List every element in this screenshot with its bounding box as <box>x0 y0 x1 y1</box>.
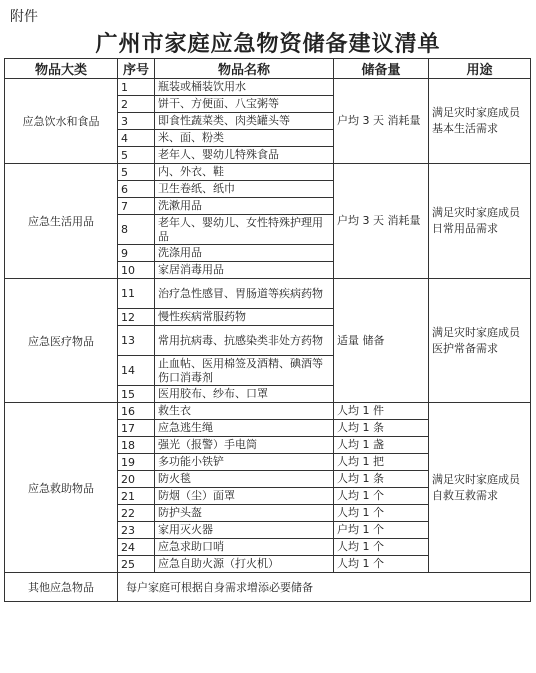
category-cell: 应急饮水和食品 <box>5 79 118 164</box>
item-no: 24 <box>118 539 155 556</box>
use-cell: 满足灾时家庭成员医护常备需求 <box>429 279 531 403</box>
use-cell: 满足灾时家庭成员日常用品需求 <box>429 164 531 279</box>
storage-cell: 人均 1 盏 <box>334 437 429 454</box>
item-name: 饼干、方便面、八宝粥等 <box>155 96 334 113</box>
storage-cell: 人均 1 个 <box>334 505 429 522</box>
item-no: 14 <box>118 356 155 386</box>
item-name: 应急求助口哨 <box>155 539 334 556</box>
storage-cell: 适量 储备 <box>334 279 429 403</box>
storage-cell: 人均 1 条 <box>334 420 429 437</box>
item-name: 即食性蔬菜类、肉类罐头等 <box>155 113 334 130</box>
item-name: 家用灭火器 <box>155 522 334 539</box>
item-name: 防烟（尘）面罩 <box>155 488 334 505</box>
item-name: 救生衣 <box>155 403 334 420</box>
item-name: 卫生卷纸、纸巾 <box>155 181 334 198</box>
storage-cell: 人均 1 条 <box>334 471 429 488</box>
item-name: 家居消毒用品 <box>155 262 334 279</box>
table-row <box>5 79 531 96</box>
item-no: 8 <box>118 215 155 245</box>
item-no: 2 <box>118 96 155 113</box>
item-no: 23 <box>118 522 155 539</box>
item-name: 止血帖、医用棉签及酒精、碘酒等伤口消毒剂 <box>155 356 334 386</box>
item-name: 瓶装或桶装饮用水 <box>155 79 334 96</box>
item-name: 应急逃生绳 <box>155 420 334 437</box>
table-row <box>5 164 531 181</box>
item-name: 医用胶布、纱布、口罩 <box>155 386 334 403</box>
item-name: 治疗急性感冒、胃肠道等疾病药物 <box>155 279 334 309</box>
category-cell: 应急医疗物品 <box>5 279 118 403</box>
item-name: 防火毯 <box>155 471 334 488</box>
use-cell: 满足灾时家庭成员自救互救需求 <box>429 403 531 573</box>
item-no: 6 <box>118 181 155 198</box>
item-name: 米、面、粉类 <box>155 130 334 147</box>
item-no: 19 <box>118 454 155 471</box>
item-no: 4 <box>118 130 155 147</box>
table-row <box>5 403 531 420</box>
use-cell: 满足灾时家庭成员基本生活需求 <box>429 79 531 164</box>
category-cell: 应急救助物品 <box>5 403 118 573</box>
table-row <box>5 573 531 602</box>
item-no: 20 <box>118 471 155 488</box>
item-name: 老年人、婴幼儿、女性特殊护理用品 <box>155 215 334 245</box>
item-no: 9 <box>118 245 155 262</box>
item-no: 1 <box>118 79 155 96</box>
storage-cell: 人均 1 个 <box>334 488 429 505</box>
header-name: 物品名称 <box>155 59 334 79</box>
storage-cell: 户均 3 天 消耗量 <box>334 79 429 164</box>
table-row <box>5 279 531 309</box>
header-use: 用途 <box>429 59 531 79</box>
storage-cell: 人均 1 个 <box>334 539 429 556</box>
other-note: 每户家庭可根据自身需求增添必要储备 <box>118 573 531 602</box>
item-no: 16 <box>118 403 155 420</box>
header-storage: 储备量 <box>334 59 429 79</box>
item-name: 内、外衣、鞋 <box>155 164 334 181</box>
item-no: 10 <box>118 262 155 279</box>
item-name: 防护头盔 <box>155 505 334 522</box>
storage-cell: 人均 1 件 <box>334 403 429 420</box>
item-name: 应急自助火源（打火机） <box>155 556 334 573</box>
category-cell: 其他应急物品 <box>5 573 118 602</box>
item-no: 15 <box>118 386 155 403</box>
item-name: 强光（报警）手电筒 <box>155 437 334 454</box>
item-no: 22 <box>118 505 155 522</box>
item-no: 12 <box>118 309 155 326</box>
storage-cell: 人均 1 把 <box>334 454 429 471</box>
item-no: 17 <box>118 420 155 437</box>
item-name: 老年人、婴幼儿特殊食品 <box>155 147 334 164</box>
item-no: 25 <box>118 556 155 573</box>
table-header-row <box>5 59 531 79</box>
supplies-table <box>4 58 531 602</box>
item-name: 常用抗病毒、抗感染类非处方药物 <box>155 326 334 356</box>
item-no: 7 <box>118 198 155 215</box>
item-no: 13 <box>118 326 155 356</box>
item-no: 5 <box>118 147 155 164</box>
attachment-label: 附件 <box>10 9 38 25</box>
document-title: 广州市家庭应急物资储备建议清单 <box>95 32 441 57</box>
item-no: 18 <box>118 437 155 454</box>
storage-cell: 户均 3 天 消耗量 <box>334 164 429 279</box>
header-category: 物品大类 <box>5 59 118 79</box>
item-name: 慢性疾病常服药物 <box>155 309 334 326</box>
item-no: 11 <box>118 279 155 309</box>
item-no: 21 <box>118 488 155 505</box>
header-no: 序号 <box>118 59 155 79</box>
storage-cell: 人均 1 个 <box>334 556 429 573</box>
item-name: 洗漱用品 <box>155 198 334 215</box>
storage-cell: 户均 1 个 <box>334 522 429 539</box>
item-name: 多功能小铁铲 <box>155 454 334 471</box>
item-no: 3 <box>118 113 155 130</box>
item-no: 5 <box>118 164 155 181</box>
item-name: 洗涤用品 <box>155 245 334 262</box>
category-cell: 应急生活用品 <box>5 164 118 279</box>
